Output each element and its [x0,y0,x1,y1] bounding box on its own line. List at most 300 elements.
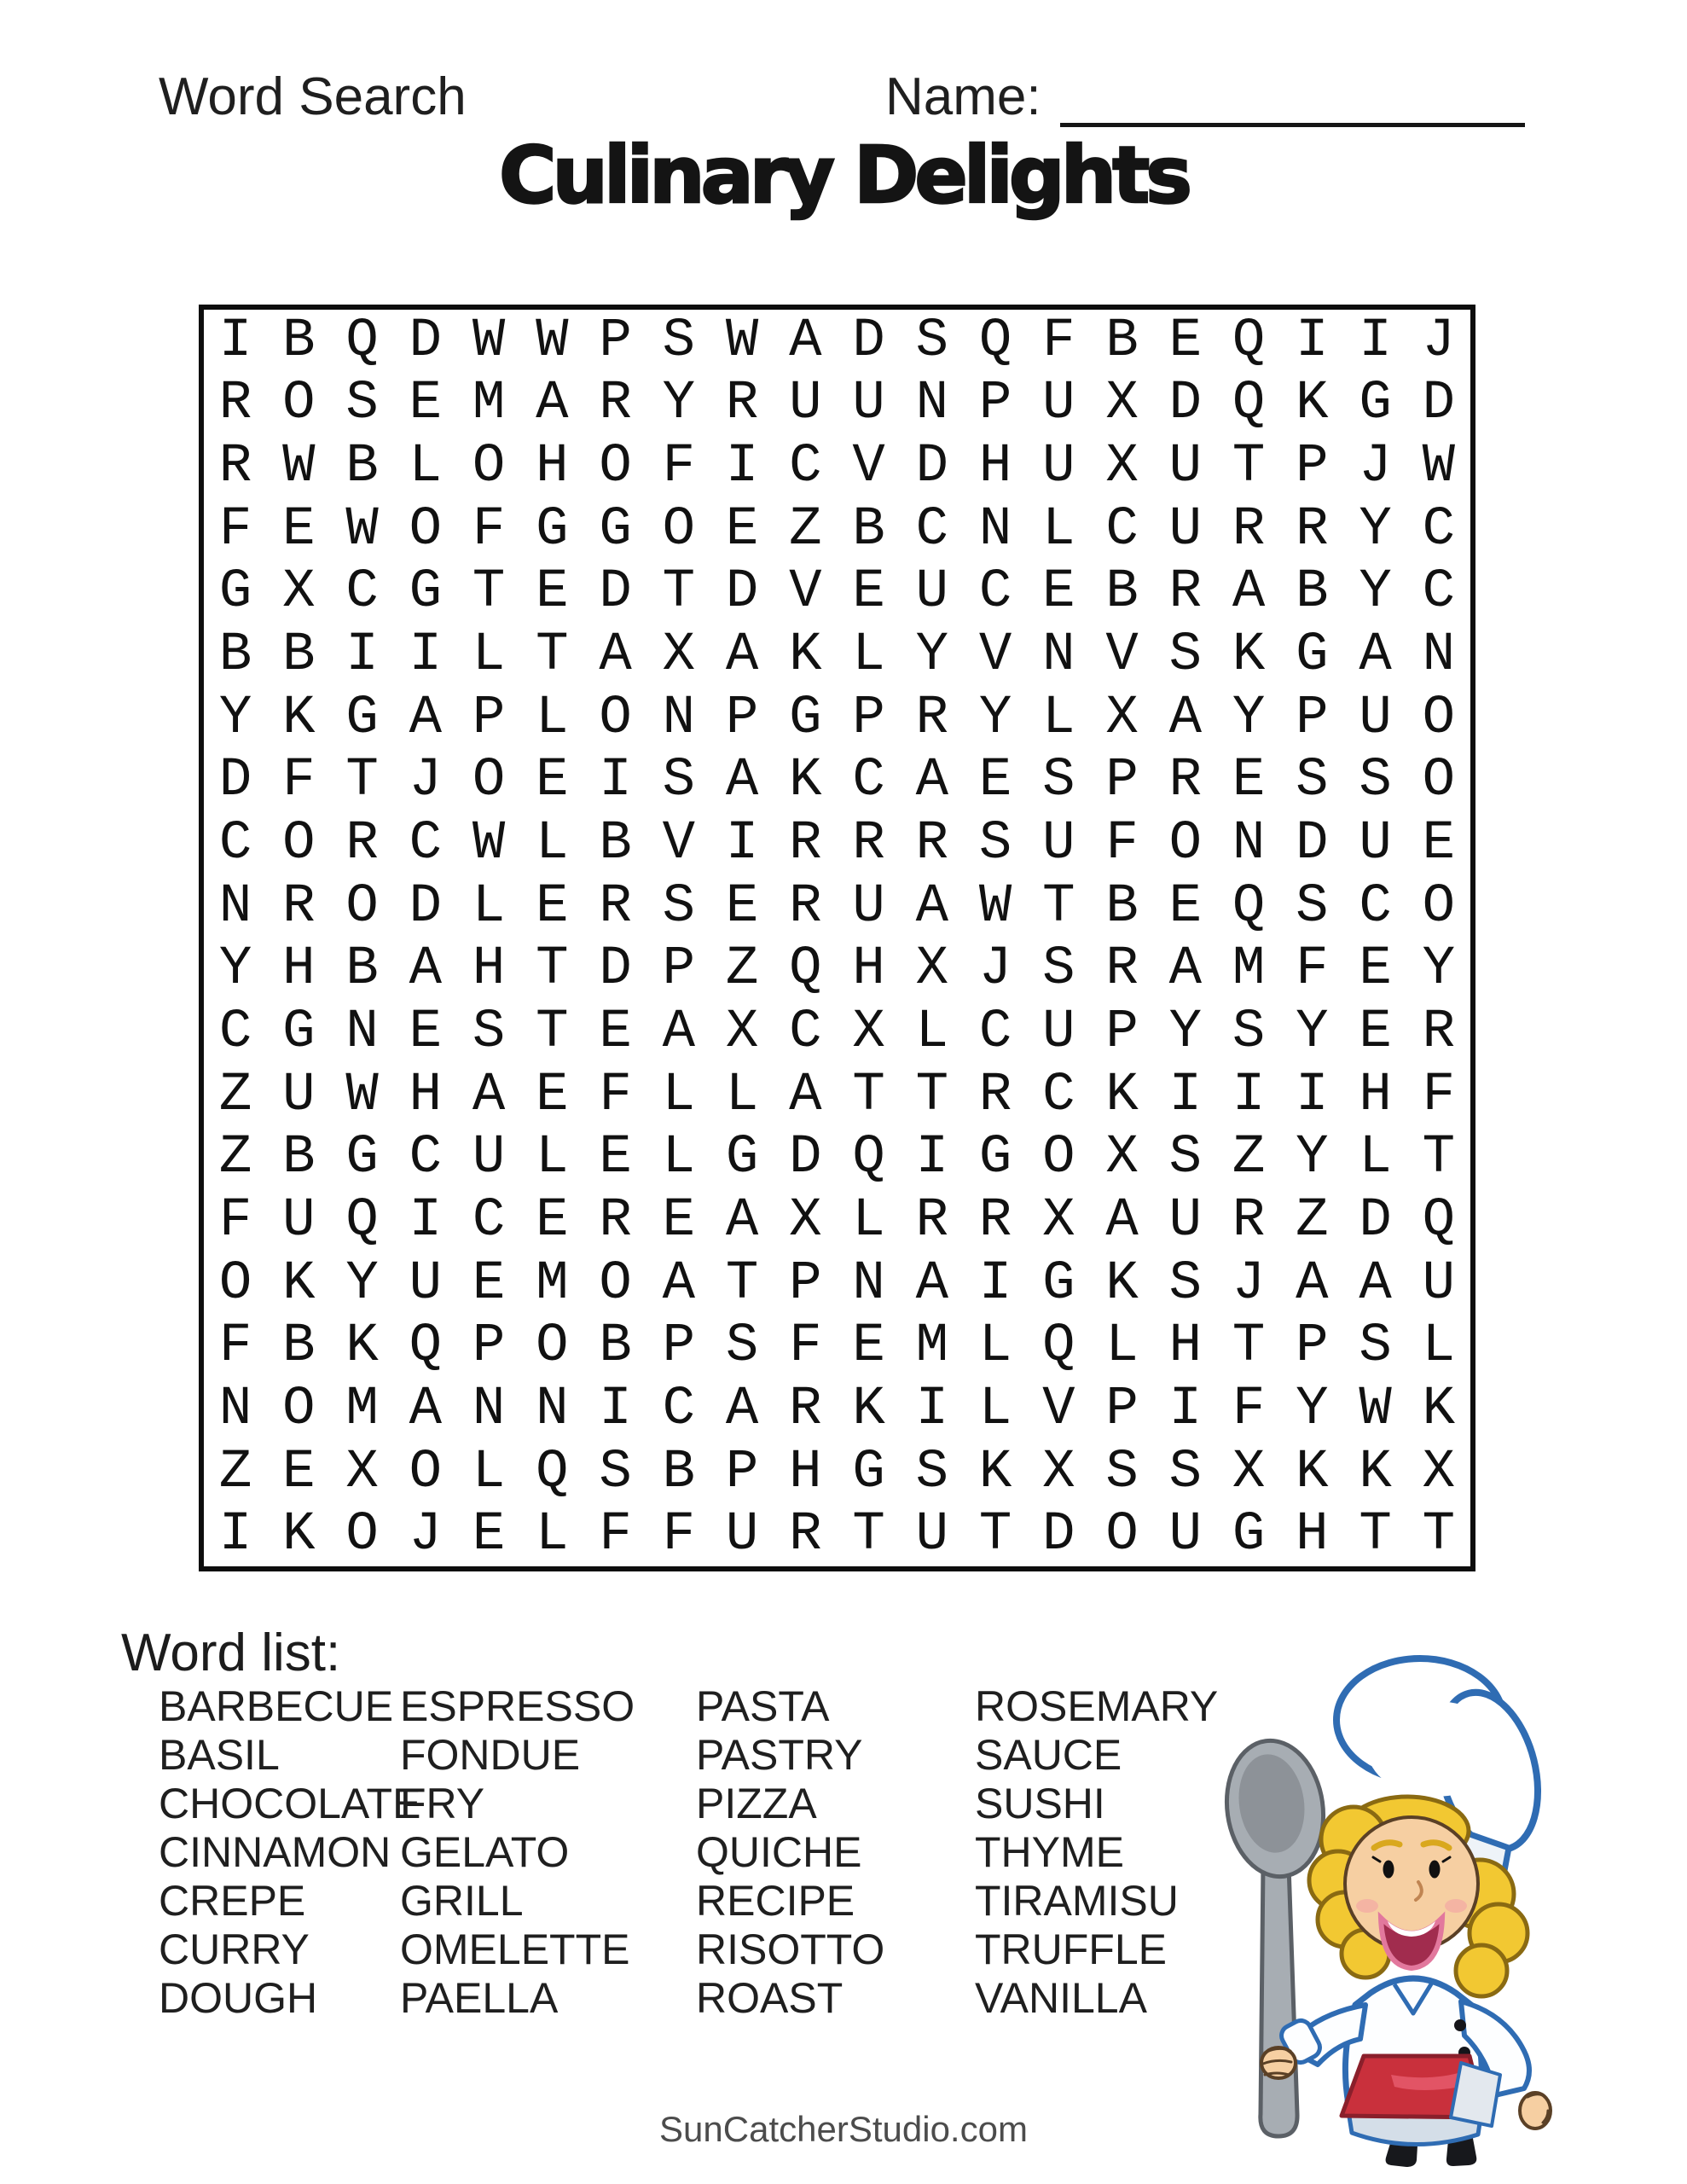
grid-cell: H [1359,1064,1392,1126]
grid-cell: A [1168,938,1203,1001]
grid-cell: Y [345,1252,379,1315]
grid-cell: W [1422,436,1456,498]
puzzle-title: Culinary Delights [499,130,1188,221]
grid-cell: M [1232,938,1266,1001]
grid-row [204,1503,1470,1566]
grid-cell: G [218,561,252,624]
grid-cell: F [599,1504,632,1566]
grid-cell: C [1359,875,1392,938]
grid-cell: E [1232,750,1266,812]
grid-cell: P [1296,1316,1329,1378]
grid-cell: G [599,498,632,561]
grid-cell: A [1105,1189,1139,1252]
grid-cell: P [472,1316,506,1378]
grid-cell: S [915,1441,949,1503]
grid-cell: H [472,938,506,1001]
grid-row [204,1252,1470,1316]
grid-cell: E [662,1189,696,1252]
grid-cell: V [852,436,885,498]
grid-cell: S [662,310,696,372]
word-list-column [696,1682,884,2023]
grid-cell: Q [536,1441,569,1503]
grid-cell: X [282,561,316,624]
grid-cell: E [725,875,759,938]
grid-cell: A [1359,624,1392,687]
word-item: FRY [400,1780,485,1827]
grid-cell: A [662,1001,696,1063]
grid-cell: E [472,1504,506,1566]
grid-cell: L [409,436,443,498]
word-item: VANILLA [975,1974,1147,2022]
grid-cell: E [536,875,569,938]
grid-cell: O [1105,1504,1139,1566]
grid-cell: H [789,1441,822,1503]
grid-cell: P [662,938,696,1001]
grid-cell: A [409,1378,443,1440]
grid-cell: G [345,1127,379,1189]
grid-cell: G [345,687,379,749]
grid-cell: R [599,373,632,435]
grid-cell: U [852,373,885,435]
grid-cell: R [218,373,252,435]
grid-cell: L [725,1064,759,1126]
grid-cell: A [915,875,949,938]
grid-cell: O [1042,1127,1075,1189]
grid-cell: P [662,1316,696,1378]
grid-cell: L [978,1378,1012,1440]
grid-cell: D [599,561,632,624]
grid-cell: N [1422,624,1456,687]
word-item: SAUCE [975,1731,1122,1779]
grid-cell: T [1422,1504,1456,1566]
grid-cell: L [1359,1127,1392,1189]
grid-cell: F [1422,1064,1456,1126]
grid-cell: L [1105,1316,1139,1378]
grid-cell: X [915,938,949,1001]
grid-cell: T [852,1504,885,1566]
grid-cell: P [1105,1378,1139,1440]
grid-cell: N [915,373,949,435]
grid-cell: E [725,498,759,561]
grid-cell: Y [1232,687,1266,749]
grid-cell: D [1296,813,1329,875]
grid-cell: X [1105,687,1139,749]
grid-cell: U [915,561,949,624]
grid-row [204,1441,1470,1504]
grid-cell: U [915,1504,949,1566]
grid-cell: L [1042,498,1075,561]
word-item: RECIPE [696,1877,855,1925]
grid-cell: Y [1296,1378,1329,1440]
word-item: BARBECUE [159,1682,394,1730]
grid-cell: I [1232,1064,1266,1126]
grid-cell: L [915,1001,949,1063]
grid-cell: A [789,1064,822,1126]
grid-cell: U [1359,813,1392,875]
grid-cell: T [345,750,379,812]
grid-cell: L [852,1189,885,1252]
grid-cell: W [1359,1378,1392,1440]
grid-cell: J [409,1504,443,1566]
grid-cell: R [915,1189,949,1252]
grid-cell: G [1359,373,1392,435]
grid-cell: K [978,1441,1012,1503]
grid-cell: D [725,561,759,624]
word-item: TIRAMISU [975,1877,1179,1925]
grid-cell: N [218,875,252,938]
grid-cell: R [345,813,379,875]
word-item: ESPRESSO [400,1682,635,1730]
grid-cell: S [978,813,1012,875]
grid-cell: Z [1296,1189,1329,1252]
grid-cell: A [1232,561,1266,624]
grid-cell: S [1359,750,1392,812]
grid-cell: E [852,1316,885,1378]
grid-cell: I [978,1252,1012,1315]
grid-cell: Z [1232,1127,1266,1189]
grid-cell: L [536,1127,569,1189]
grid-cell: L [852,624,885,687]
grid-cell: E [536,561,569,624]
grid-cell: V [1042,1378,1075,1440]
grid-cell: P [789,1252,822,1315]
grid-cell: U [1168,1189,1203,1252]
grid-cell: B [599,1316,632,1378]
word-item: CURRY [159,1926,310,1973]
grid-cell: P [1105,1001,1139,1063]
grid-cell: K [282,1504,316,1566]
grid-cell: D [409,310,443,372]
word-item: ROSEMARY [975,1682,1219,1730]
grid-cell: P [1105,750,1139,812]
grid-cell: A [1359,1252,1392,1315]
grid-cell: I [725,436,759,498]
word-item: RISOTTO [696,1926,885,1973]
grid-cell: K [789,750,822,812]
grid-cell: M [536,1252,569,1315]
grid-cell: Z [218,1064,252,1126]
grid-cell: U [789,373,822,435]
grid-cell: I [915,1127,949,1189]
grid-cell: X [345,1441,379,1503]
grid-cell: T [536,624,569,687]
grid-cell: N [345,1001,379,1063]
word-item: THYME [975,1828,1124,1876]
grid-cell: I [1168,1064,1203,1126]
grid-cell: O [599,436,632,498]
word-item: CHOCOLATE [159,1780,421,1827]
grid-cell: Q [1232,310,1266,372]
grid-cell: E [536,750,569,812]
grid-cell: C [218,813,252,875]
grid-cell: S [725,1316,759,1378]
grid-cell: H [282,938,316,1001]
grid-cell: C [978,561,1012,624]
grid-cell: E [409,373,443,435]
grid-cell: A [1168,687,1203,749]
grid-cell: N [662,687,696,749]
grid-cell: C [409,1127,443,1189]
grid-cell: F [662,1504,696,1566]
grid-cell: U [409,1252,443,1315]
grid-cell: L [472,1441,506,1503]
grid-cell: K [852,1378,885,1440]
grid-row [204,624,1470,687]
grid-cell: I [409,624,443,687]
grid-cell: I [599,1378,632,1440]
word-item: BASIL [159,1731,280,1779]
word-item: PASTRY [696,1731,863,1779]
grid-cell: U [1042,373,1075,435]
grid-cell: M [345,1378,379,1440]
grid-cell: S [1042,938,1075,1001]
grid-cell: L [1422,1316,1456,1378]
grid-cell: O [1168,813,1203,875]
grid-cell: A [662,1252,696,1315]
grid-cell: D [409,875,443,938]
grid-cell: I [915,1378,949,1440]
grid-cell: L [472,875,506,938]
grid-cell: I [218,310,252,372]
grid-cell: R [978,1064,1012,1126]
grid-cell: G [852,1441,885,1503]
grid-cell: F [1232,1378,1266,1440]
grid-cell: U [1042,813,1075,875]
grid-cell: Y [662,373,696,435]
grid-cell: S [1168,1441,1203,1503]
grid-cell: O [345,875,379,938]
grid-cell: M [915,1316,949,1378]
grid-cell: R [725,373,759,435]
grid-cell: Y [218,938,252,1001]
grid-cell: Y [1359,561,1392,624]
grid-cell: J [1359,436,1392,498]
grid-cell: P [978,373,1012,435]
grid-cell: O [409,498,443,561]
grid-cell: S [1042,750,1075,812]
grid-cell: K [1296,373,1329,435]
name-field [885,67,1525,127]
grid-cell: N [1232,813,1266,875]
grid-cell: H [1296,1504,1329,1566]
grid-cell: I [1168,1378,1203,1440]
grid-cell: H [536,436,569,498]
grid-cell: G [282,1001,316,1063]
grid-cell: C [1422,561,1456,624]
grid-cell: X [1105,436,1139,498]
grid-cell: E [536,1189,569,1252]
grid-cell: O [1422,875,1456,938]
grid-cell: Z [789,498,822,561]
grid-cell: L [536,1504,569,1566]
grid-cell: B [1105,875,1139,938]
grid-cell: K [1105,1064,1139,1126]
grid-row [204,1315,1470,1378]
grid-cell: N [536,1378,569,1440]
grid-cell: Q [978,310,1012,372]
grid-cell: V [978,624,1012,687]
grid-cell: G [1296,624,1329,687]
grid-cell: S [345,373,379,435]
grid-cell: R [1296,498,1329,561]
grid-cell: C [345,561,379,624]
grid-cell: C [472,1189,506,1252]
grid-cell: C [978,1001,1012,1063]
grid-cell: X [725,1001,759,1063]
grid-cell: A [409,687,443,749]
grid-cell: I [1359,310,1392,372]
grid-cell: M [472,373,506,435]
grid-cell: U [1168,498,1203,561]
grid-cell: P [1296,687,1329,749]
grid-cell: D [599,938,632,1001]
grid-cell: D [218,750,252,812]
word-item: TRUFFLE [975,1926,1167,1973]
grid-cell: I [1296,1064,1329,1126]
grid-cell: K [1105,1252,1139,1315]
grid-cell: H [409,1064,443,1126]
grid-cell: Q [852,1127,885,1189]
grid-cell: U [1042,436,1075,498]
grid-cell: L [536,687,569,749]
grid-cell: Y [1422,938,1456,1001]
grid-cell: H [1168,1316,1203,1378]
grid-cell: L [662,1127,696,1189]
name-blank-line [1060,67,1525,127]
grid-cell: E [599,1127,632,1189]
grid-cell: D [1422,373,1456,435]
grid-cell: W [345,1064,379,1126]
grid-cell: Q [1042,1316,1075,1378]
puzzle-grid [199,305,1475,1571]
grid-cell: P [725,1441,759,1503]
grid-cell: A [725,1378,759,1440]
grid-cell: E [536,1064,569,1126]
grid-cell: O [282,813,316,875]
grid-cell: F [1042,310,1075,372]
grid-cell: I [218,1504,252,1566]
grid-cell: A [472,1064,506,1126]
grid-cell: J [978,938,1012,1001]
grid-cell: E [1359,1001,1392,1063]
grid-cell: E [852,561,885,624]
grid-cell: E [282,1441,316,1503]
grid-cell: Y [1359,498,1392,561]
grid-cell: D [915,436,949,498]
grid-row [204,373,1470,436]
grid-cell: A [536,373,569,435]
grid-cell: F [218,1189,252,1252]
grid-cell: T [1359,1504,1392,1566]
grid-cell: W [472,310,506,372]
grid-cell: I [345,624,379,687]
grid-cell: R [282,875,316,938]
grid-cell: B [852,498,885,561]
grid-row [204,1126,1470,1189]
grid-cell: J [1422,310,1456,372]
grid-cell: P [1296,436,1329,498]
grid-cell: O [282,373,316,435]
grid-cell: C [1422,498,1456,561]
word-item: FONDUE [400,1731,581,1779]
grid-row [204,1378,1470,1441]
grid-row [204,498,1470,561]
grid-cell: U [282,1189,316,1252]
grid-row [204,875,1470,938]
grid-cell: O [345,1504,379,1566]
grid-cell: U [1168,1504,1203,1566]
grid-cell: O [1422,687,1456,749]
grid-cell: Q [1232,875,1266,938]
grid-cell: U [1042,1001,1075,1063]
grid-cell: R [1422,1001,1456,1063]
grid-cell: R [789,1378,822,1440]
grid-cell: B [282,1127,316,1189]
grid-row [204,1064,1470,1127]
grid-cell: Z [218,1441,252,1503]
grid-cell: R [915,813,949,875]
grid-row [204,812,1470,875]
grid-row [204,1001,1470,1064]
grid-cell: D [1359,1189,1392,1252]
grid-cell: U [725,1504,759,1566]
word-item: PASTA [696,1682,830,1730]
grid-cell: P [852,687,885,749]
grid-cell: R [599,875,632,938]
grid-cell: K [282,687,316,749]
grid-cell: B [599,813,632,875]
grid-cell: V [662,813,696,875]
grid-cell: T [536,938,569,1001]
word-list-column [400,1682,635,2023]
grid-cell: X [1042,1441,1075,1503]
grid-cell: T [978,1504,1012,1566]
grid-cell: F [662,436,696,498]
grid-cell: O [599,687,632,749]
grid-cell: K [282,1252,316,1315]
grid-cell: P [599,310,632,372]
grid-cell: G [1232,1504,1266,1566]
grid-cell: P [472,687,506,749]
grid-cell: G [789,687,822,749]
grid-cell: U [1359,687,1392,749]
grid-cell: S [1296,750,1329,812]
grid-cell: V [789,561,822,624]
grid-cell: U [852,875,885,938]
grid-cell: E [472,1252,506,1315]
grid-cell: C [1042,1064,1075,1126]
grid-cell: T [1232,1316,1266,1378]
grid-cell: K [1359,1441,1392,1503]
grid-cell: R [789,813,822,875]
grid-cell: D [852,310,885,372]
grid-cell: S [1168,624,1203,687]
grid-cell: X [1105,1127,1139,1189]
grid-cell: W [282,436,316,498]
word-item: PAELLA [400,1974,559,2022]
grid-cell: S [1168,1252,1203,1315]
grid-cell: G [409,561,443,624]
grid-cell: E [282,498,316,561]
grid-cell: S [599,1441,632,1503]
grid-row [204,750,1470,813]
grid-cell: X [1422,1441,1456,1503]
grid-cell: I [725,813,759,875]
grid-cell: E [1168,875,1203,938]
grid-cell: X [789,1189,822,1252]
word-item: GELATO [400,1828,570,1876]
grid-cell: T [1422,1127,1456,1189]
